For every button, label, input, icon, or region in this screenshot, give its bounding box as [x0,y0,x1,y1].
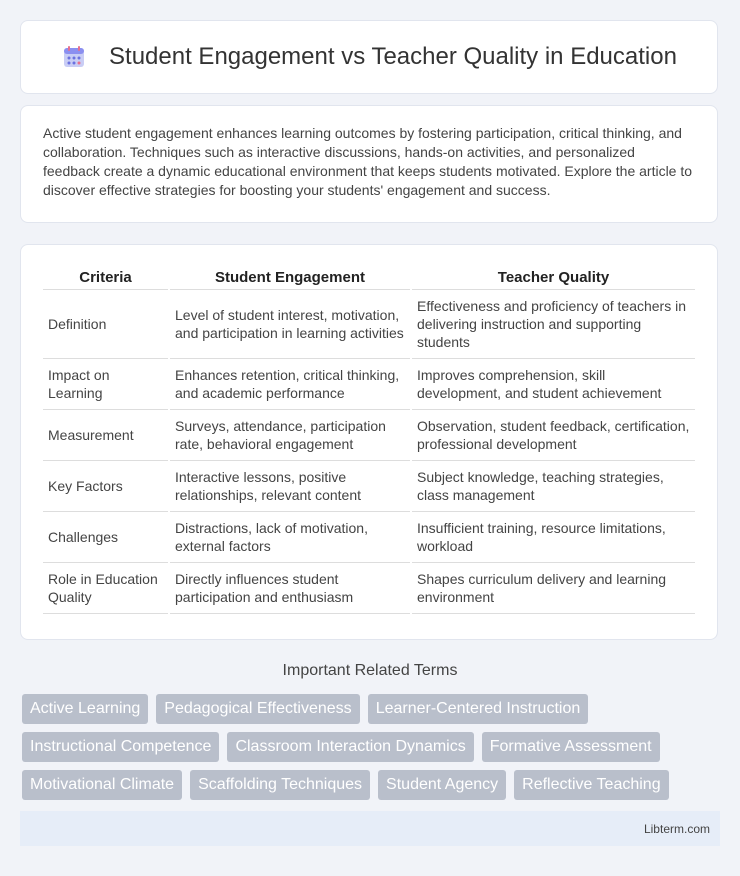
footer [20,811,720,846]
related-term-tag[interactable]: Active Learning [22,694,148,724]
table-row [43,563,695,614]
intro-card [20,105,718,223]
table-cell: Key Factors [43,461,168,512]
table-cell: Surveys, attendance, participation rate, behavioral engagement [170,410,410,461]
related-term-tag[interactable]: Classroom Interaction Dynamics [227,732,473,762]
column-header: Student Engagement [170,265,410,290]
table-row [43,512,695,563]
tag-row [22,732,722,762]
tag-row [22,770,722,800]
table-cell: Definition [43,290,168,359]
table-cell: Directly influences student participation and enthusiasm [170,563,410,614]
table-header-row [43,265,695,290]
table-cell: Improves comprehension, skill development, and student achievement [412,359,695,410]
column-header: Criteria [43,265,168,290]
calendar-icon [61,44,87,70]
table-cell: Observation, student feedback, certification, professional development [412,410,695,461]
table-row [43,290,695,359]
comparison-card [20,244,718,640]
related-terms-list [22,694,722,808]
table-cell: Level of student interest, motivation, and participation in learning activities [170,290,410,359]
table-cell: Interactive lessons, positive relationships, relevant content [170,461,410,512]
table-cell: Distractions, lack of motivation, external factors [170,512,410,563]
table-row [43,359,695,410]
related-terms-title: Important Related Terms [282,662,458,679]
header-card [20,20,718,94]
table-cell: Enhances retention, critical thinking, and academic performance [170,359,410,410]
table-cell: Effectiveness and proficiency of teachers in delivering instruction and supporting students [412,290,695,359]
related-term-tag[interactable]: Pedagogical Effectiveness [156,694,359,724]
tag-row [22,694,722,724]
comparison-table [41,265,697,614]
table-cell: Measurement [43,410,168,461]
related-term-tag[interactable]: Student Agency [378,770,506,800]
related-term-tag[interactable]: Reflective Teaching [514,770,668,800]
table-cell: Shapes curriculum delivery and learning environment [412,563,695,614]
related-term-tag[interactable]: Formative Assessment [482,732,660,762]
table-cell: Insufficient training, resource limitations, workload [412,512,695,563]
intro-text: Active student engagement enhances learning outcomes by fostering participation, critical thinking, and collaboration. Techniques such as interactive discussions, hands-on activities, and personalized feedback create a dynamic educational environment that keeps students motivated. Explore the article to discover effective strategies for boosting your students' engagement and success. [43,125,693,198]
footer-site-link[interactable]: Libterm.com [643,821,710,836]
table-cell: Subject knowledge, teaching strategies, class management [412,461,695,512]
related-term-tag[interactable]: Learner-Centered Instruction [368,694,589,724]
related-term-tag[interactable]: Motivational Climate [22,770,182,800]
related-term-tag[interactable]: Instructional Competence [22,732,219,762]
table-cell: Impact on Learning [43,359,168,410]
table-row [43,461,695,512]
table-row [43,410,695,461]
table-cell: Challenges [43,512,168,563]
related-term-tag[interactable]: Scaffolding Techniques [190,770,370,800]
column-header: Teacher Quality [412,265,695,290]
page-title: Student Engagement vs Teacher Quality in Education [109,43,677,70]
table-cell: Role in Education Quality [43,563,168,614]
